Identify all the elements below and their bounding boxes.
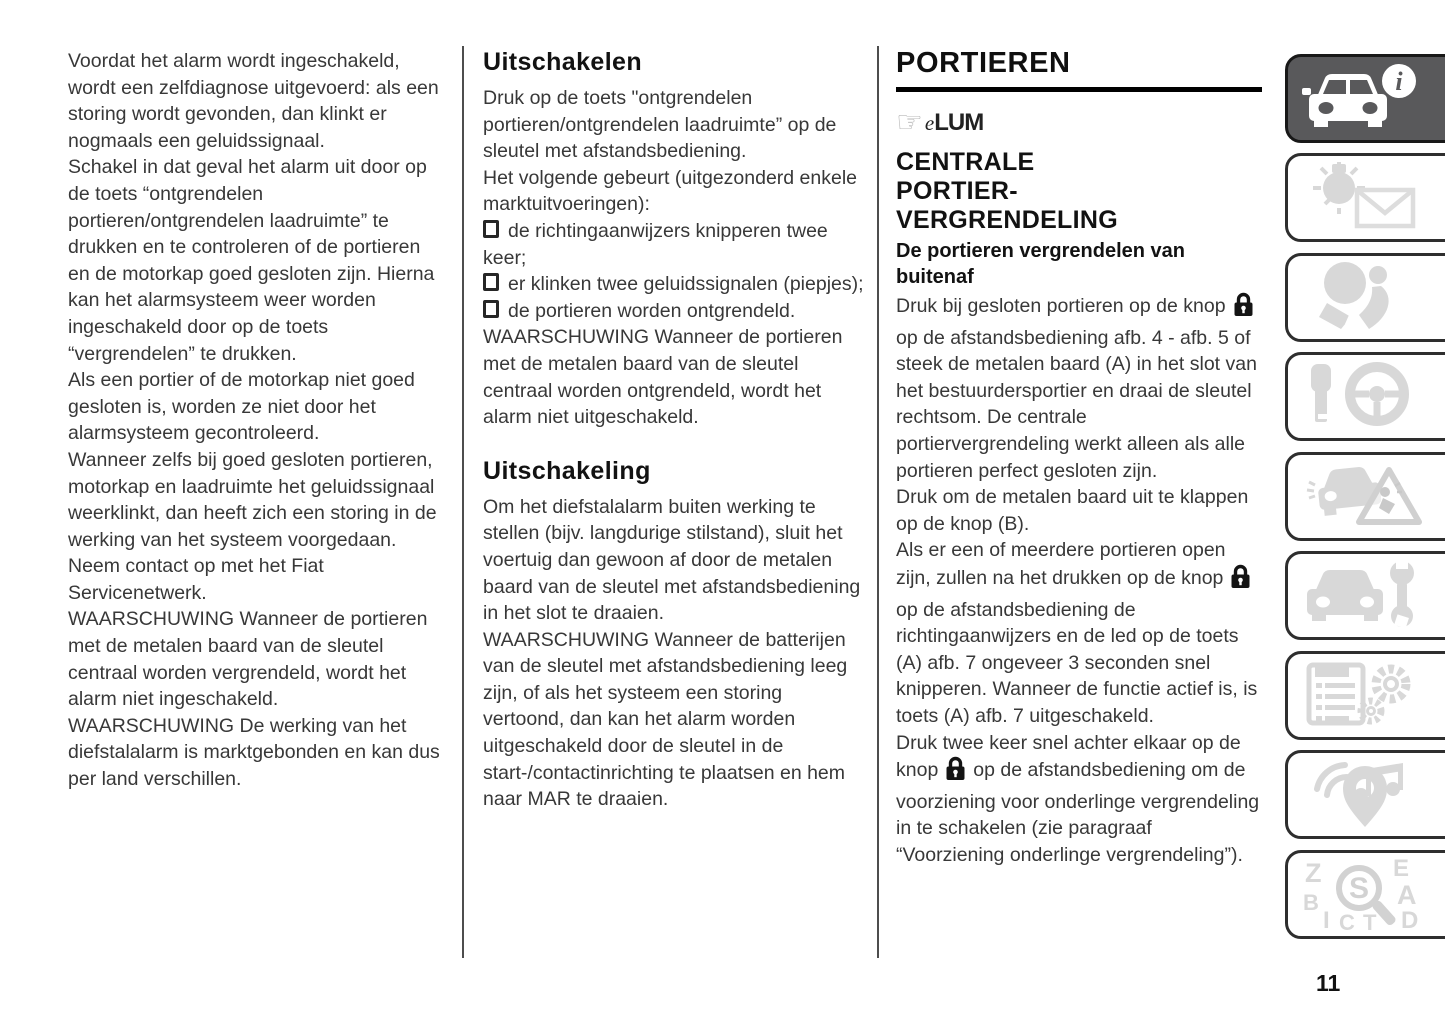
paragraph: Om het diefstalalarm buiten werking te stellen (bijv. langdurige stilstand), sluit het voertuig dan gewoon af door de metalen baard van de sleutel met afstandsbediening in het slot te draaien. — [483, 495, 861, 625]
index-letter: T — [1363, 910, 1377, 930]
list-item-text: de portieren worden ontgrendeld. — [508, 299, 796, 322]
sub-heading: De portieren vergrendelen van buitenaf — [896, 240, 1185, 288]
index-letter: I — [1323, 907, 1330, 930]
warning-lights-messages-icon — [1301, 160, 1425, 235]
square-bullet-icon — [483, 300, 499, 318]
paragraph: Als een portier of de motorkap niet goed gesloten is, worden ze niet door het alarmsysteem gecontroleerd. — [68, 369, 415, 445]
paragraph: Druk om de metalen baard uit te klappen op de knop (B). — [896, 486, 1249, 535]
paragraph: Schakel in dat geval het alarm uit door op de toets “ontgrendelen portieren/ontgrendelen laadruimte” te drukken en te controleren of de portieren en de motorkap goed gesloten zijn. Hierna kan het alarmsysteem weer worden ingeschakeld door op de toets “vergrendelen” te drukken. — [68, 156, 435, 365]
lock-icon — [1230, 564, 1251, 597]
square-bullet-icon — [483, 273, 499, 291]
elum-logo: e — [924, 110, 935, 135]
vehicle-info-icon — [1301, 63, 1419, 134]
paragraph-text: Druk bij gesloten portieren op de knop — [896, 295, 1226, 317]
warning-paragraph: WAARSCHUWING Wanneer de portieren met de metalen baard van de sleutel centraal worden ontgrendeld, wordt het alarm niet uitgeschakeld. — [483, 326, 843, 429]
paragraph — [896, 292, 1264, 484]
multimedia-icon — [1301, 755, 1421, 834]
paragraph-text: Als er een of meerdere portieren open zijn, zullen na het drukken op de knop — [896, 539, 1226, 589]
technical-data-icon — [1301, 657, 1419, 734]
paragraph — [896, 730, 1264, 869]
sidebar-tab-vehicle-info[interactable] — [1285, 54, 1445, 143]
index-letter: E — [1393, 855, 1410, 882]
index-letter: Z — [1305, 858, 1322, 888]
chapter-title: PORTIEREN — [896, 48, 1262, 92]
column-divider — [462, 46, 464, 958]
paragraph-text: op de afstandsbediening om de voorziening voor onderlinge vergrendeling in te schakelen (zie paragraaf “Voorziening onderlinge vergrendeling”). — [896, 759, 1260, 866]
sidebar-tab-lights-messages[interactable] — [1285, 153, 1445, 242]
sidebar-tab-safety[interactable] — [1285, 253, 1445, 342]
paragraph-text: op de afstandsbediening afb. 4 - afb. 5 of steek de metalen baard (A) in het slot van het bestuurdersportier en draai de sleutel rechtsom. De centrale portiervergrendeling werkt alleen als alle portieren perfect gesloten zijn. — [896, 326, 1257, 482]
sidebar-tab-index[interactable] — [1285, 850, 1445, 939]
info-letter: i — [1395, 67, 1403, 96]
index-letter: D — [1401, 907, 1419, 930]
column-divider — [877, 46, 879, 958]
paragraph: Voordat het alarm wordt ingeschakeld, wordt een zelfdiagnose uitgevoerd: als een storing wordt gevonden, dan klinkt er nogmaals een geluidssignaal. — [68, 50, 439, 152]
warning-paragraph: WAARSCHUWING Wanneer de batterijen van de sleutel met afstandsbediening leeg zijn, of als het systeem een storing vertoond, dan kan het alarm worden uitgeschakeld door de sleutel in de start-/contactinrichting te plaatsen en hem naar MAR te draaien. — [483, 628, 848, 811]
warning-paragraph: WAARSCHUWING Wanneer de portieren met de metalen baard van de sleutel centraal worden vergrendeld, wordt het alarm niet ingeschakeld. — [68, 608, 428, 711]
maintenance-icon — [1301, 558, 1421, 633]
list-item-text: er klinken twee geluidssignalen (piepjes); — [508, 273, 864, 296]
emergency-icon — [1301, 458, 1425, 535]
elum-logo-caps: LUM — [934, 109, 984, 136]
index-icon — [1301, 854, 1425, 935]
paragraph: Wanneer zelfs bij goed gesloten portieren, motorkap en laadruimte het geluidssignaal weerklinkt, dan heeft zich een storing in de werking van het systeem voorgedaan. Neem contact op met het Fiat Servicenetwerk. — [68, 448, 437, 604]
elum-reference — [896, 106, 1264, 140]
page-number: 11 — [1316, 970, 1341, 996]
lock-icon — [945, 756, 966, 789]
square-bullet-icon — [483, 220, 499, 238]
sidebar-tab-maintenance[interactable] — [1285, 551, 1445, 640]
lock-icon — [1233, 292, 1254, 325]
sidebar-tab-emergency[interactable] — [1285, 452, 1445, 541]
section-heading: CENTRALE PORTIER-VERGRENDELING — [896, 148, 1118, 234]
section-heading: Uitschakeling — [483, 456, 651, 485]
paragraph: Druk op de toets "ontgrendelen portieren/ontgrendelen laadruimte” op de sleutel met afstandsbediening. — [483, 87, 837, 163]
paragraph-text: Druk twee keer snel achter elkaar op de knop — [896, 731, 1241, 782]
list-item-text: de richtingaanwijzers knipperen twee keer; — [483, 219, 828, 269]
paragraph: Het volgende gebeurt (uitgezonderd enkele marktuitvoeringen): — [483, 166, 858, 216]
column-right — [896, 48, 1264, 868]
pointing-hand-icon: ☞ — [896, 105, 923, 140]
index-letter: C — [1339, 910, 1355, 930]
column-left — [68, 48, 446, 793]
starting-driving-icon — [1301, 360, 1417, 433]
sidebar-tab-technical-data[interactable] — [1285, 651, 1445, 740]
sidebar-tab-starting-driving[interactable] — [1285, 352, 1445, 441]
paragraph — [896, 537, 1264, 729]
list-item — [483, 298, 865, 325]
warning-paragraph: WAARSCHUWING De werking van het diefstalalarm is marktgebonden en kan dus per land verschillen. — [68, 714, 440, 791]
paragraph-text: op de afstandsbediening de richtingaanwijzers en de led op de toets (A) afb. 7 ongeveer 3 seconden snel knipperen. Wanneer de functie actief is, is toets (A) afb. 7 uitgeschakeld. — [896, 598, 1258, 727]
sidebar-tab-multimedia[interactable] — [1285, 750, 1445, 839]
section-heading: Uitschakelen — [483, 48, 643, 76]
safety-airbag-icon — [1301, 259, 1413, 336]
list-item — [483, 218, 865, 271]
magnifier-letter: S — [1348, 872, 1370, 905]
index-letter: A — [1397, 880, 1417, 910]
list-item — [483, 271, 865, 298]
column-middle — [483, 48, 865, 813]
index-letter: B — [1303, 890, 1319, 915]
